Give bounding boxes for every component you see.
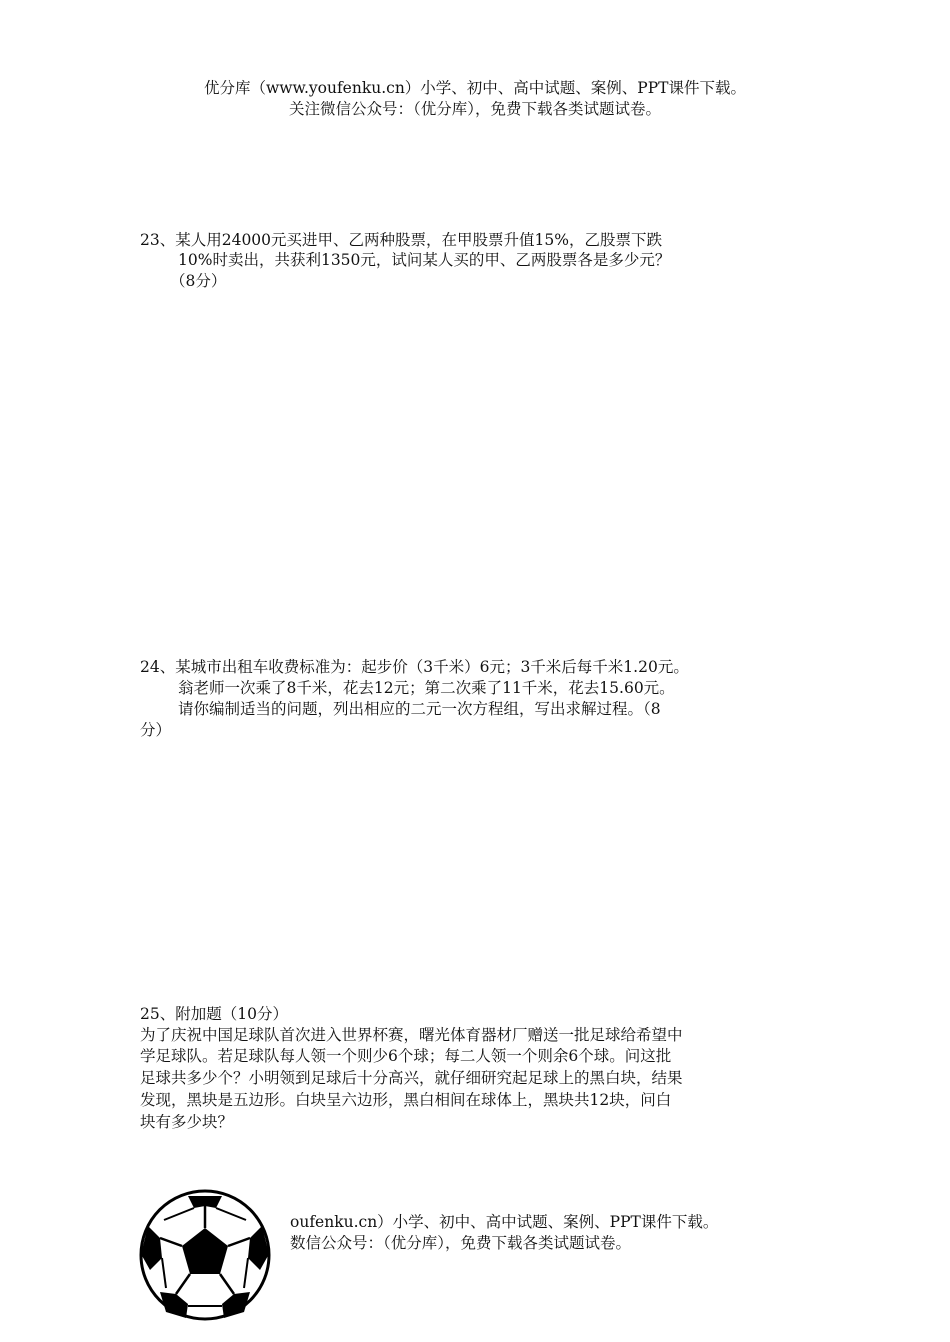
question-23-line-2: 10%时卖出，共获利1350元，试问某人买的甲、乙两股票各是多少元？ (178, 251, 671, 269)
question-25-line-1: 25、附加题（10分） (140, 1005, 288, 1023)
question-25-line-2: 为了庆祝中国足球队首次进入世界杯赛，曙光体育器材厂赠送一批足球给希望中 (140, 1026, 683, 1044)
question-24-line-2: 翁老师一次乘了8千米，花去12元；第二次乘了11千米，花去15.60元。 (178, 679, 675, 697)
header-line-2: 关注微信公众号：（优分库），免费下载各类试题试卷。 (288, 100, 661, 118)
question-25-line-4: 足球共多少个？小明领到足球后十分高兴，就仔细研究起足球上的黑白块，结果 (140, 1069, 683, 1087)
question-24-line-4: 分） (140, 721, 172, 739)
question-24-line-1: 24、某城市出租车收费标准为：起步价（3千米）6元；3千米后每千米1.20元。 (140, 658, 689, 676)
question-25-line-5: 发现，黑块是五边形。白块呈六边形，黑白相间在球体上，黑块共12块，问白 (140, 1091, 672, 1109)
footer-line-2: 数信公众号：（优分库），免费下载各类试题试卷。 (290, 1234, 632, 1252)
question-23-line-1: 23、某人用24000元买进甲、乙两种股票，在甲股票升值15%，乙股票下跌 (140, 231, 662, 249)
question-24-line-3: 请你编制适当的问题，列出相应的二元一次方程组，写出求解过程。（8 (178, 700, 661, 718)
question-25-line-3: 学足球队。若足球队每人领一个则少6个球；每二人领一个则余6个球。问这批 (140, 1047, 672, 1065)
footer-line-1: oufenku.cn）小学、初中、高中试题、案例、PPT课件下载。 (290, 1213, 719, 1231)
question-25-line-6: 块有多少块？ (140, 1113, 234, 1131)
question-23-line-3: （8分） (170, 272, 227, 290)
soccer-ball-icon (138, 1188, 272, 1322)
header-line-1: 优分库（www.youfenku.cn）小学、初中、高中试题、案例、PPT课件下载。 (203, 79, 747, 97)
